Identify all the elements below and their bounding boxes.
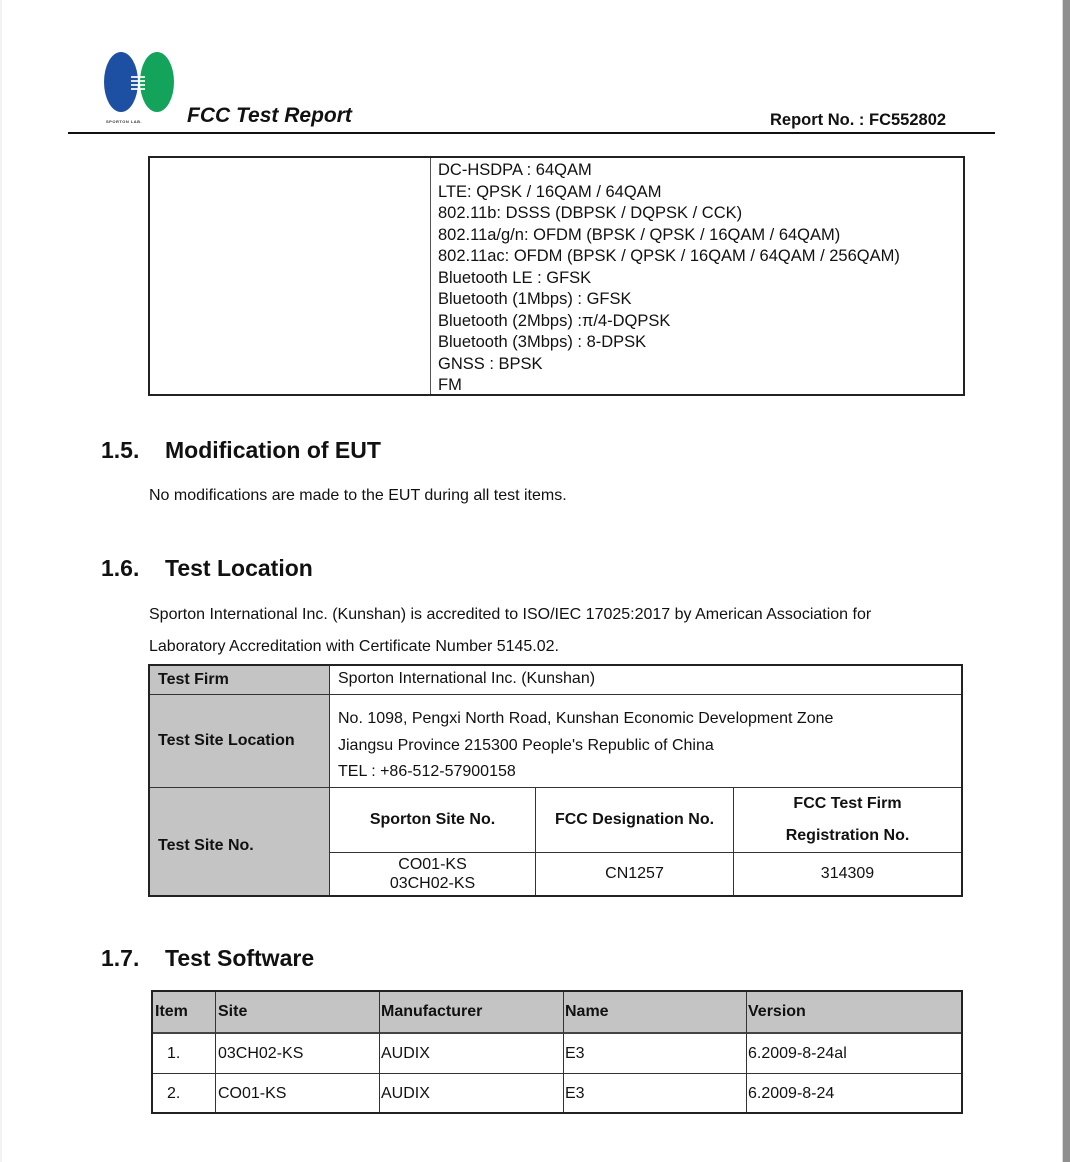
accreditation-text-line2: Laboratory Accreditation with Certificate Number 5145.02. [149, 638, 559, 655]
modulation-label-cell [150, 158, 431, 394]
table-header-row [153, 992, 961, 1034]
test-site-location-label: Test Site Location [158, 732, 295, 749]
sporton-site-no-value [330, 853, 535, 895]
test-firm-value: Sporton International Inc. (Kunshan) [338, 670, 596, 687]
row2-item: 2. [167, 1085, 181, 1102]
accreditation-text-line1: Sporton International Inc. (Kunshan) is accredited to ISO/IEC 17025:2017 by American Association for [149, 606, 872, 623]
row1-manufacturer: AUDIX [381, 1045, 430, 1062]
header-line: Registration No. [785, 827, 910, 844]
section-title: Test Location [165, 555, 313, 581]
modulation-line: Bluetooth (3Mbps) : 8-DPSK [438, 333, 647, 351]
report-title: FCC Test Report [187, 104, 352, 127]
section-number: 1.5. [101, 437, 140, 463]
modulation-line: FM [438, 376, 462, 394]
test-location-table [148, 664, 963, 897]
logo-lines-icon [131, 76, 145, 90]
section-heading-test-location [101, 555, 313, 582]
report-number: Report No. : FC552802 [770, 111, 947, 129]
test-site-location-value [330, 706, 960, 786]
modulation-line: 802.11a/g/n: OFDM (BPSK / QPSK / 16QAM / 64QAM) [438, 225, 841, 244]
row2-manufacturer: AUDIX [381, 1085, 430, 1102]
section-title: Test Software [165, 945, 315, 971]
header-version: Version [748, 1003, 806, 1020]
column-divider [215, 992, 216, 1112]
modulation-line: Bluetooth (1Mbps) : GFSK [438, 290, 632, 308]
row1-version: 6.2009-8-24al [748, 1045, 847, 1062]
modulation-line: 802.11ac: OFDM (BPSK / QPSK / 16QAM / 64QAM / 256QAM) [438, 247, 900, 265]
site-code: 03CH02-KS [389, 875, 476, 892]
test-software-table [151, 990, 963, 1114]
fcc-firm-registration-value: 314309 [820, 865, 875, 882]
section-title: Modification of EUT [165, 437, 381, 463]
header-item: Item [155, 1003, 188, 1020]
logo-caption: SPORTON LAB. [106, 119, 143, 124]
address-line: Jiangsu Province 215300 People's Republic of China [338, 736, 714, 754]
modulation-line: 802.11b: DSSS (DBPSK / DQPSK / CCK) [438, 204, 743, 222]
test-site-no-label: Test Site No. [158, 836, 254, 854]
header-site: Site [218, 1003, 248, 1020]
header-manufacturer: Manufacturer [381, 1003, 483, 1020]
viewer-scrollbar[interactable] [1062, 0, 1070, 1162]
modulation-line: DC-HSDPA : 64QAM [438, 161, 592, 179]
section-number: 1.7. [101, 945, 140, 971]
header-name: Name [565, 1003, 609, 1020]
page-left-edge [0, 0, 2, 1162]
column-divider [746, 992, 747, 1112]
modification-text: No modifications are made to the EUT during all test items. [149, 487, 567, 504]
logo-green-oval-icon [140, 52, 174, 112]
header-divider [68, 132, 995, 134]
fcc-designation-no-value: CN1257 [605, 865, 664, 882]
section-heading-test-software [101, 945, 314, 972]
section-number: 1.6. [101, 555, 140, 581]
row1-item: 1. [167, 1045, 181, 1062]
site-code: CO01-KS [398, 856, 467, 873]
section-heading-modification [101, 437, 381, 464]
address-line: No. 1098, Pengxi North Road, Kunshan Economic Development Zone [338, 710, 834, 727]
header-line: FCC Test Firm [793, 795, 902, 812]
row1-name: E3 [565, 1045, 585, 1062]
fcc-firm-registration-header [734, 788, 961, 852]
modulation-line: LTE: QPSK / 16QAM / 64QAM [438, 182, 662, 201]
fcc-designation-no-header: FCC Designation No. [554, 811, 715, 828]
sporton-site-no-header: Sporton Site No. [369, 811, 496, 828]
modulation-table [148, 156, 965, 396]
modulation-line: GNSS : BPSK [438, 354, 543, 373]
row2-site: CO01-KS [218, 1085, 287, 1102]
row1-site: 03CH02-KS [218, 1045, 304, 1062]
column-divider [379, 992, 380, 1112]
modulation-line: Bluetooth LE : GFSK [438, 268, 592, 287]
modulation-line: Bluetooth (2Mbps) :π/4-DQPSK [438, 311, 671, 330]
sporton-logo [104, 52, 174, 126]
row2-name: E3 [565, 1085, 585, 1102]
column-divider [563, 992, 564, 1112]
phone-line: TEL : +86-512-57900158 [338, 763, 516, 780]
row2-version: 6.2009-8-24 [748, 1085, 835, 1102]
modulation-value-cell [438, 160, 900, 397]
test-firm-label: Test Firm [158, 671, 229, 688]
